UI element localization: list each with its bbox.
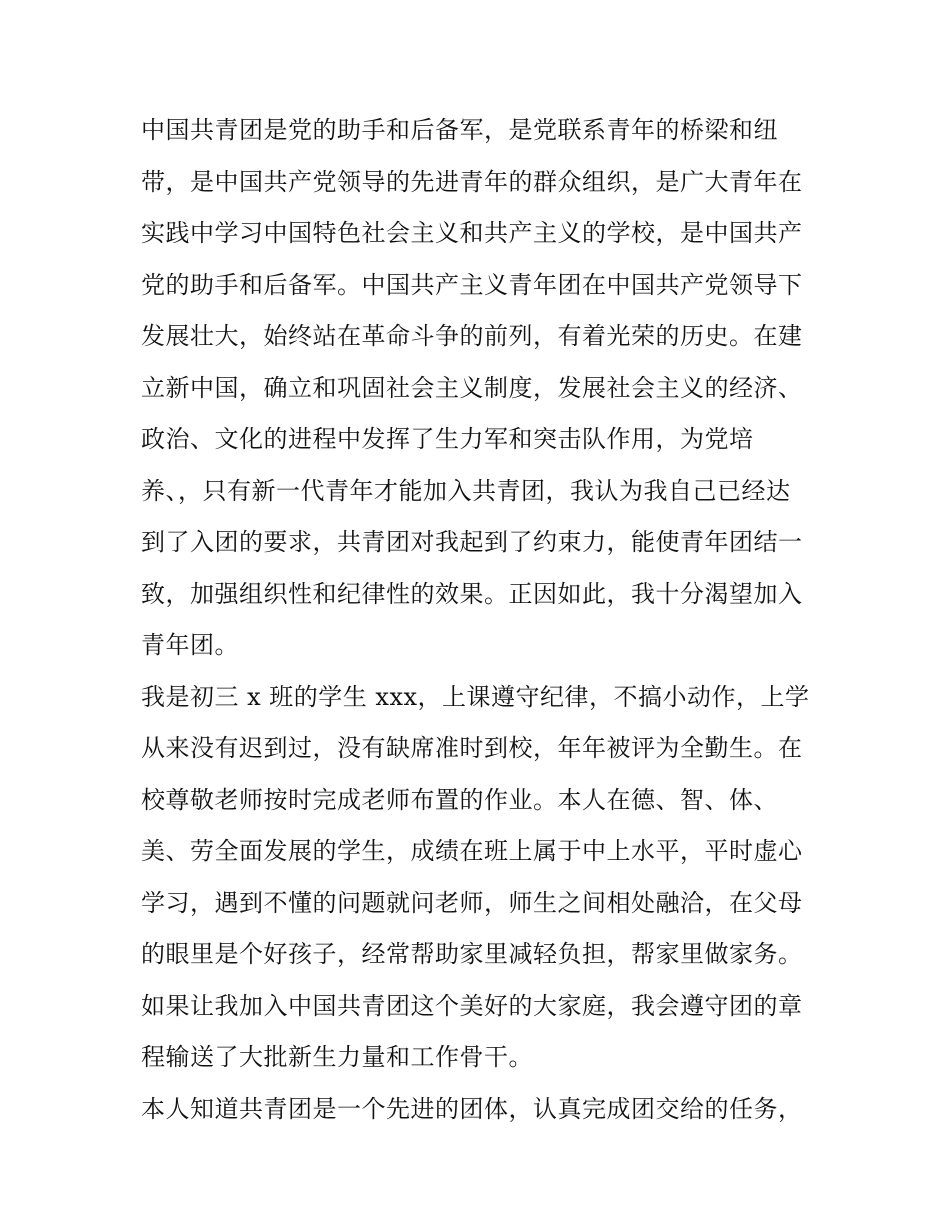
text-line: 从来没有迟到过，没有缺席准时到校，年年被评为全勤生。在 (141, 734, 803, 762)
text-line: 本人知道共青团是一个先进的团体，认真完成团交给的任务， (141, 1094, 803, 1123)
text-line: 养、，只有新一代青年才能加入共青团，我认为我自己已经达 (141, 476, 791, 505)
text-line: 校尊敬老师按时完成老师布置的作业。本人在德、智、体、 (141, 785, 778, 814)
text-line: 我是初三 x 班的学生 xxx，上课遵守纪律，不搞小动作，上学 (141, 682, 810, 711)
text-line: 中国共青团是党的助手和后备军，是党联系青年的桥梁和纽 (141, 116, 778, 144)
text-line: 立新中国，确立和巩固社会主义制度，发展社会主义的经济、 (141, 373, 803, 402)
text-line: 实践中学习中国特色社会主义和共产主义的学校，是中国共产 (141, 219, 803, 247)
text-line: 美、劳全面发展的学生，成绩在班上属于中上水平，平时虚心 (141, 837, 803, 865)
text-line: 如果让我加入中国共青团这个美好的大家庭，我会遵守团的章 (141, 991, 803, 1020)
text-line: 青年团。 (141, 631, 239, 659)
text-line: 程输送了大批新生力量和工作骨干。 (141, 1043, 533, 1071)
text-line: 带，是中国共产党领导的先进青年的群众组织，是广大青年在 (141, 167, 803, 196)
paragraph-3 (141, 1084, 821, 1136)
text-line: 到了入团的要求，共青团对我起到了约束力，能使青年团结一 (141, 528, 803, 556)
text-line: 党的助手和后备军。中国共产主义青年团在中国共产党领导下 (141, 270, 803, 299)
paragraph-2 (141, 672, 821, 1084)
document-body (141, 105, 821, 1135)
paragraph-1 (141, 105, 821, 672)
text-line: 的眼里是个好孩子，经常帮助家里减轻负担，帮家里做家务。 (141, 940, 803, 968)
text-line: 发展壮大，始终站在革命斗争的前列，有着光荣的历史。在建 (141, 322, 803, 350)
text-line: 学习，遇到不懂的问题就问老师，师生之间相处融洽，在父母 (141, 888, 803, 917)
text-line: 致，加强组织性和纪律性的效果。正因如此，我十分渴望加入 (141, 579, 803, 608)
text-line: 政治、文化的进程中发挥了生力军和突击队作用，为党培 (141, 425, 754, 453)
